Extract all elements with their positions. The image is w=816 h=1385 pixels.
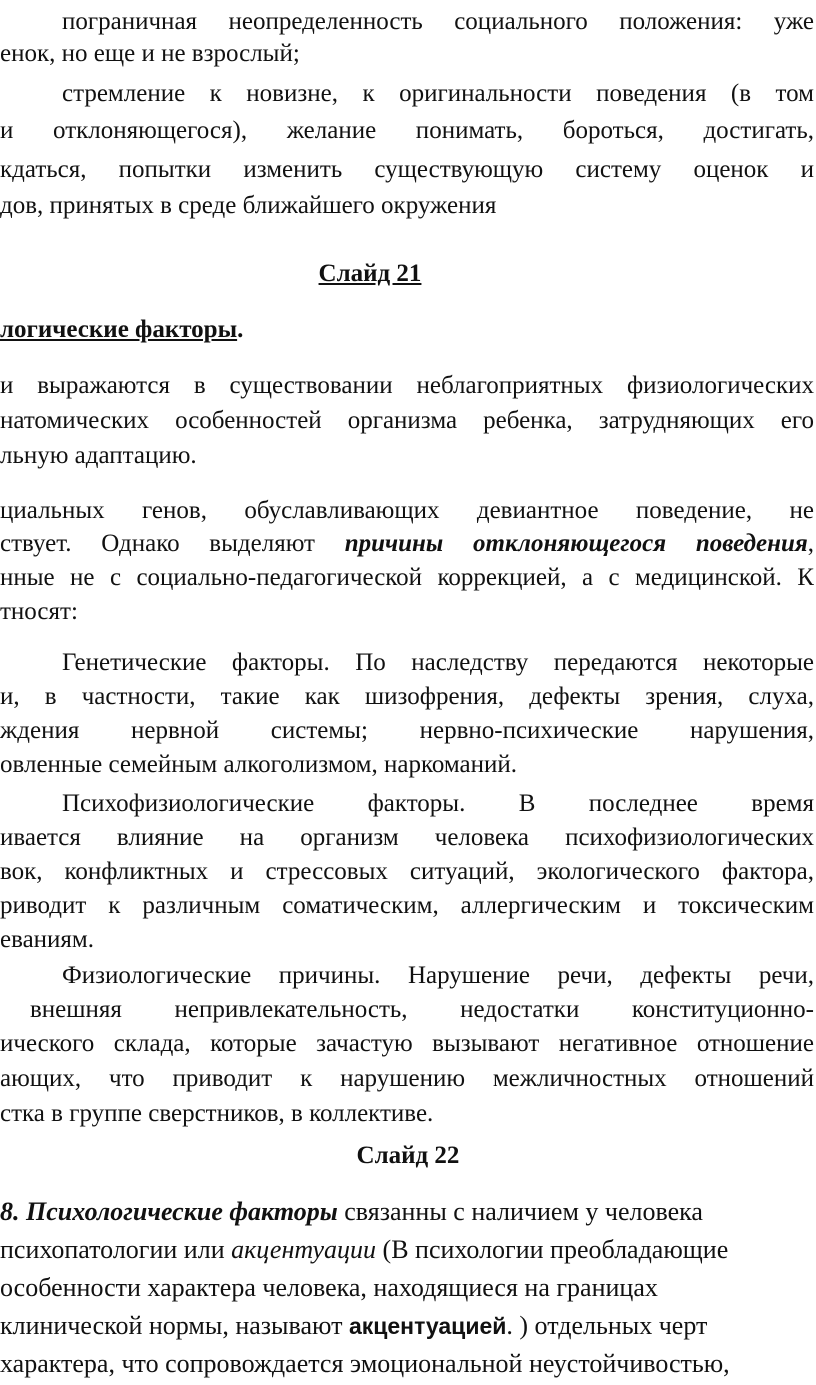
text-line: ающих, что приводит к нарушению межличностных отношений: [0, 1065, 814, 1092]
text-line: пограничная неопределенность социального положения: уже: [62, 8, 814, 35]
text-line-mixed: [0, 1196, 703, 1228]
subheading-text: логические факторы: [0, 316, 238, 343]
emphasis-text: причины отклоняющегося поведения: [344, 530, 808, 557]
italic-text: акцентуации: [231, 1235, 377, 1264]
text-run: . ) отдельных черт: [506, 1311, 708, 1340]
text-line: Генетические факторы. По наследству передаются некоторые: [62, 649, 814, 676]
text-line-mixed: [0, 528, 814, 560]
text-run: ,: [807, 530, 814, 557]
text-line: стка в группе сверстников, в коллективе.: [0, 1100, 434, 1127]
text-line: стремление к новизне, к оригинальности поведения (в том: [62, 80, 814, 107]
section-subheading: [0, 314, 243, 346]
text-line-mixed: [0, 1310, 707, 1342]
text-run: (В психологии преобладающие: [376, 1235, 729, 1264]
text-run: клинической нормы, называют: [0, 1311, 349, 1340]
text-run: психопатологии или: [0, 1235, 232, 1264]
text-line: внешняя непривлекательность, недостатки конституционно-: [30, 996, 814, 1023]
text-line: особенности характера человека, находящиеся на границах: [0, 1273, 658, 1302]
text-line: ждения нервной системы; нервно-психические нарушения,: [0, 717, 814, 744]
text-line: нные не с социально-педагогической коррекцией, а с медицинской. К: [0, 564, 814, 591]
text-line: дов, принятых в среде ближайшего окружения: [0, 192, 497, 219]
text-line: риводит к различным соматическим, аллергическим и токсическим: [0, 892, 814, 919]
text-line: тносят:: [0, 598, 78, 625]
text-line: и отклоняющегося), желание понимать, бороться, достигать,: [0, 117, 814, 144]
text-line: енок, но еще и не взрослый;: [0, 40, 300, 67]
subheading-dot: .: [237, 316, 244, 343]
text-line: еваниям.: [0, 926, 94, 953]
slide-heading-21: Слайд 21: [318, 260, 422, 287]
text-run: ствует. Однако выделяют: [0, 530, 345, 557]
text-line: циальных генов, обуславливающих девиантное поведение, не: [0, 497, 814, 524]
text-line: и, в частности, такие как шизофрения, дефекты зрения, слуха,: [0, 683, 814, 710]
emphasis-text: 8. Психологические факторы: [0, 1197, 338, 1226]
slide-heading-22: Слайд 22: [356, 1142, 460, 1169]
text-line: вок, конфликтных и стрессовых ситуаций, экологического фактора,: [0, 858, 814, 885]
text-line: льную адаптацию.: [0, 442, 197, 469]
text-line: натомических особенностей организма ребенка, затрудняющих его: [0, 407, 814, 434]
text-line-mixed: [0, 1234, 728, 1266]
text-line: овленные семейным алкоголизмом, наркоманий.: [0, 751, 518, 778]
text-line: характера, что сопровождается эмоциональной неустойчивостью,: [0, 1349, 730, 1378]
text-line: и выражаются в существовании неблагоприятных физиологических: [0, 372, 814, 399]
text-line: Физиологические причины. Нарушение речи, дефекты речи,: [62, 962, 814, 989]
bold-sans-text: акцентуацией: [348, 1313, 507, 1339]
text-line: кдаться, попытки изменить существующую систему оценок и: [0, 156, 814, 183]
text-run: связанны с наличием у человека: [337, 1197, 703, 1226]
text-line: ивается влияние на организм человека психофизиологических: [0, 824, 814, 851]
text-line: ического склада, которые зачастую вызывают негативное отношение: [0, 1030, 814, 1057]
text-line: Психофизиологические факторы. В последнее время: [62, 790, 814, 817]
